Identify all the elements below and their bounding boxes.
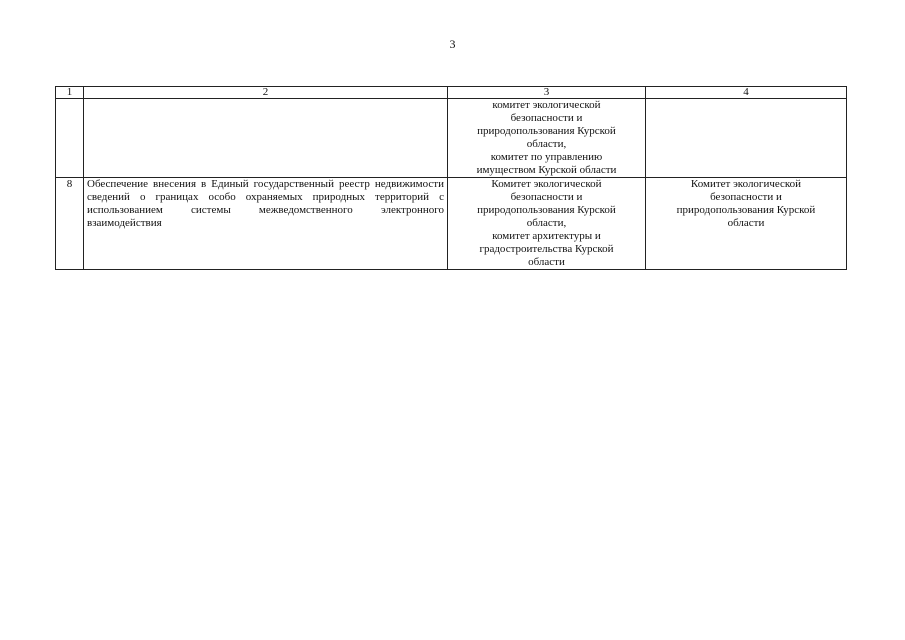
row-number: 8: [56, 178, 84, 270]
row-responsible: [646, 178, 847, 270]
row-executors: [448, 178, 646, 270]
header-col-3: 3: [448, 87, 646, 99]
responsible-line: Комитет экологической: [690, 178, 802, 190]
table-row: [56, 178, 847, 270]
row-executors: [448, 99, 646, 178]
row-description: Обеспечение внесения в Единый государственный реестр недвижимости сведений о границах особо охраняемых природных территорий с использованием системы межведомственного электронного взаимодействия: [84, 178, 448, 270]
responsible-line: природопользования Курской: [676, 204, 816, 216]
executor-line: области,: [526, 217, 567, 229]
executor-line: имуществом Курской области: [476, 164, 617, 176]
header-col-2: 2: [84, 87, 448, 99]
row-responsible: [646, 99, 847, 178]
responsible-line: безопасности и: [710, 191, 782, 203]
executor-line: градостроительства Курской: [479, 243, 614, 255]
executor-line: безопасности и: [510, 191, 583, 203]
executor-line: Комитет экологической: [491, 178, 602, 190]
executor-line: природопользования Курской: [477, 204, 616, 216]
header-col-1: 1: [56, 87, 84, 99]
header-col-4: 4: [646, 87, 847, 99]
row-number: [56, 99, 84, 178]
table-header-row: [56, 87, 847, 99]
executor-line: безопасности и: [510, 112, 583, 124]
page-number: 3: [449, 37, 456, 51]
executor-line: комитет архитектуры и: [492, 230, 601, 242]
executor-line: природопользования Курской: [477, 125, 616, 137]
executor-line: области: [528, 256, 565, 268]
table-row: [56, 99, 847, 178]
responsible-line: области: [727, 217, 765, 229]
executor-line: комитет экологической: [492, 99, 601, 111]
row-description: [84, 99, 448, 178]
executor-line: комитет по управлению: [490, 151, 603, 163]
document-table: [55, 86, 847, 270]
executor-line: области,: [526, 138, 567, 150]
